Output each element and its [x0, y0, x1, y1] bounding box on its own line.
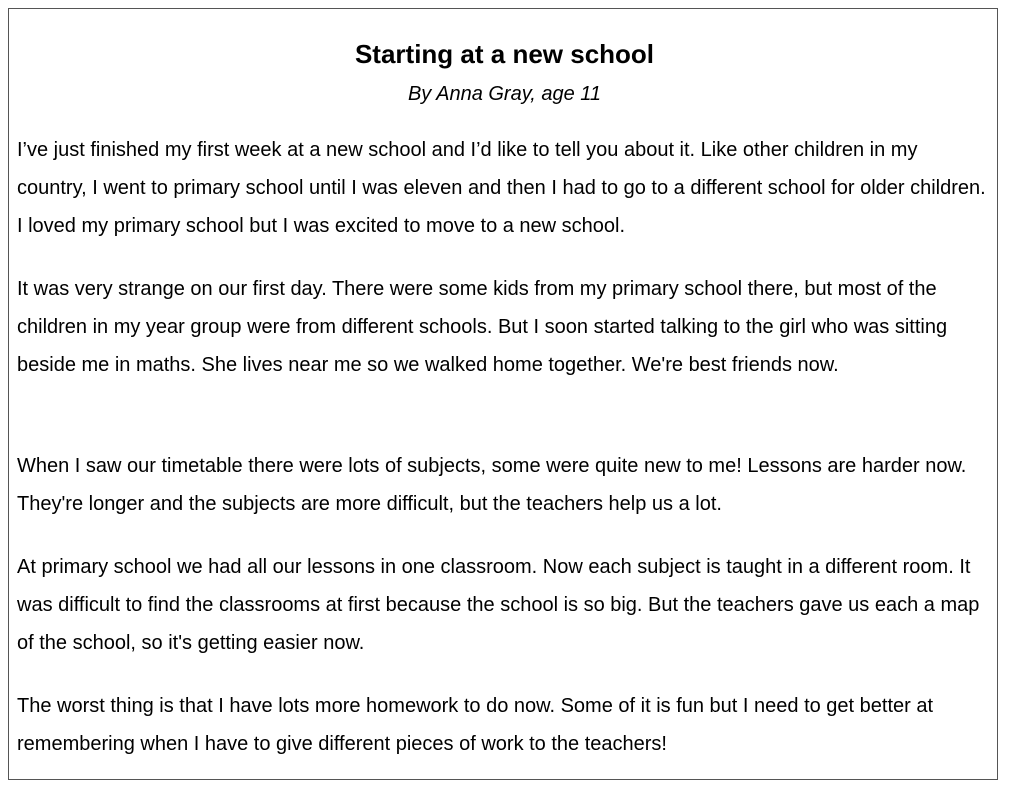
- article-byline: By Anna Gray, age 11: [407, 83, 602, 105]
- article-title: Starting at a new school: [354, 39, 655, 69]
- article-paragraph: The worst thing is that I have lots more homework to do now. Some of it is fun but I need to get better at remembering when I have to give different pieces of work to the teachers!: [17, 695, 934, 755]
- article-paragraph: At primary school we had all our lessons in one classroom. Now each subject is taught in a different room. It was difficult to find the classrooms at first because the school is so big. But the teachers gave us each a map of the school, so it's getting easier now.: [17, 556, 980, 654]
- document-frame: [8, 8, 998, 780]
- article-paragraph: I’ve just finished my first week at a new school and I’d like to tell you about it. Like other children in my country, I went to primary school until I was eleven and then I had to go to a different school for older children. I loved my primary school but I was excited to move to a new school.: [17, 139, 986, 237]
- article-paragraph: It was very strange on our first day. There were some kids from my primary school there, but most of the children in my year group were from different schools. But I soon started talking to the girl who was sitting beside me in maths. She lives near me so we walked home together. We're best friends now.: [17, 278, 948, 376]
- article-paragraph: When I saw our timetable there were lots of subjects, some were quite new to me! Lessons are harder now. They're longer and the subjects are more difficult, but the teachers help us a lot.: [17, 455, 967, 515]
